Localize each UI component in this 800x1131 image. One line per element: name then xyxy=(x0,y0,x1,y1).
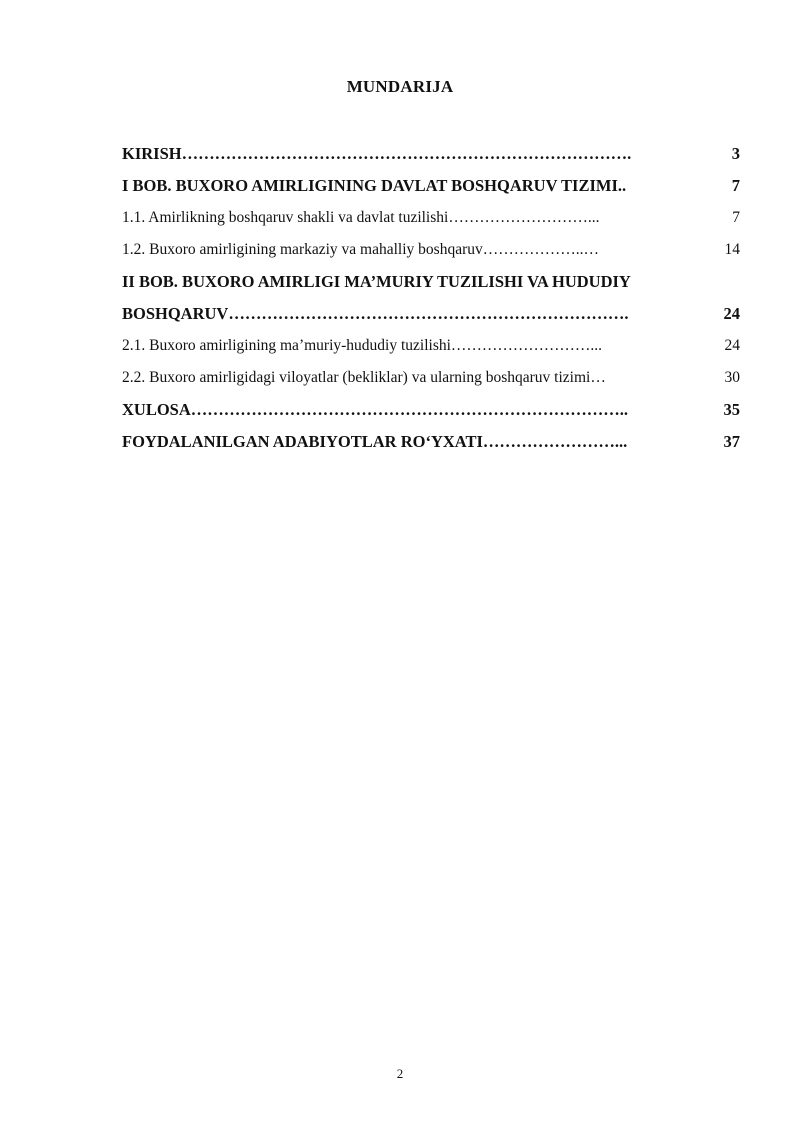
toc-entry-text: KIRISH………………………………………………………………………. xyxy=(122,144,632,163)
toc-entry-section-2-1[interactable] xyxy=(122,330,740,362)
toc-entry-section-1-2[interactable] xyxy=(122,234,740,266)
toc-entry-text: XULOSA…………………………………………………………………….. xyxy=(122,400,629,419)
toc-entry-text: 1.2. Buxoro amirligining markaziy va mahalliy boshqaruv………………..… xyxy=(122,241,599,258)
toc-entry-page: 7 xyxy=(732,209,740,226)
toc-entry-bibliography[interactable] xyxy=(122,426,740,458)
toc-entry-xulosa[interactable] xyxy=(122,394,740,426)
toc-entry-chapter-2[interactable] xyxy=(122,298,740,330)
table-of-contents xyxy=(122,138,740,458)
toc-entry-page: 7 xyxy=(731,176,740,195)
page-title: MUNDARIJA xyxy=(346,77,454,96)
page-number: 2 xyxy=(396,1066,404,1081)
toc-entry-chapter-2-line1: II BOB. BUXORO AMIRLIGI MA’MURIY TUZILISHI VA HUDUDIY xyxy=(122,272,631,291)
toc-entry-page: 24 xyxy=(723,304,740,323)
toc-entry-text: 1.1. Amirlikning boshqaruv shakli va davlat tuzilishi………………………... xyxy=(122,209,600,226)
toc-entry-kirish[interactable] xyxy=(122,138,740,170)
toc-entry-page: 24 xyxy=(724,337,740,354)
toc-entry-page: 14 xyxy=(724,241,740,258)
toc-entry-section-2-2[interactable] xyxy=(122,362,740,394)
toc-entry-chapter-1[interactable] xyxy=(122,170,740,202)
toc-entry-text: FOYDALANILGAN ADABIYOTLAR RO‘YXATI……………………... xyxy=(122,432,628,451)
toc-entry-page: 30 xyxy=(724,369,740,386)
toc-entry-text: I BOB. BUXORO AMIRLIGINING DAVLAT BOSHQARUV TIZIMI.. xyxy=(122,176,627,195)
toc-entry-text: BOSHQARUV………………………………………………………………. xyxy=(122,304,629,323)
toc-entry-text: 2.1. Buxoro amirligining ma’muriy-hududiy tuzilishi………………………... xyxy=(122,337,603,354)
toc-entry-page: 35 xyxy=(723,400,740,419)
toc-entry-section-1-1[interactable] xyxy=(122,202,740,234)
toc-entry-text: 2.2. Buxoro amirligidagi viloyatlar (bekliklar) va ularning boshqaruv tizimi… xyxy=(122,369,606,386)
toc-entry-page: 37 xyxy=(723,432,740,451)
toc-entry-page: 3 xyxy=(731,144,740,163)
